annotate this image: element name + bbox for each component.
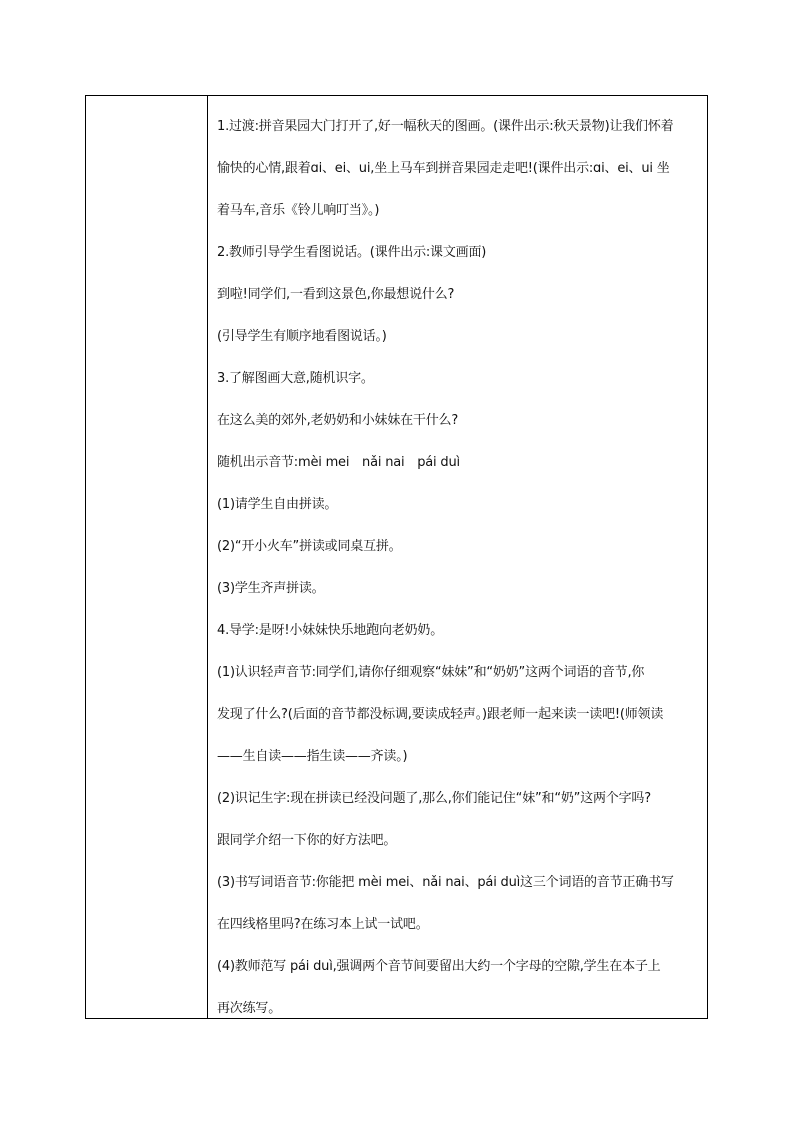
text-line: (2)识记生字:现在拼读已经没问题了,那么,你们能记住“妹”和“奶”这两个字吗? — [217, 791, 651, 806]
text-line: 愉快的心情,跟着ɑi、ei、ui,坐上马车到拼音果园走走吧!(课件出示:ɑi、ei、ui 坐 — [217, 161, 670, 176]
table-left-cell — [86, 96, 208, 1018]
text-line: 2.教师引导学生看图说话。(课件出示:课文画面) — [217, 245, 487, 260]
text-line: (1)认识轻声音节:同学们,请你仔细观察“妹妹”和“奶奶”这两个词语的音节,你 — [217, 665, 645, 680]
text-line: 4.导学:是呀!小妹妹快乐地跑向老奶奶。 — [217, 623, 443, 638]
lesson-table — [85, 95, 708, 1019]
text-line: (2)“开小火车”拼读或同桌互拼。 — [217, 539, 402, 554]
text-line: 在这么美的郊外,老奶奶和小妹妹在干什么? — [217, 413, 459, 428]
text-line: 1.过渡:拼音果园大门打开了,好一幅秋天的图画。(课件出示:秋天景物)让我们怀着 — [217, 119, 674, 134]
text-line: 3.了解图画大意,随机识字。 — [217, 371, 374, 386]
text-line: 发现了什么?(后面的音节都没标调,要读成轻声。)跟老师一起来读一读吧!(师领读 — [217, 707, 664, 722]
text-line: 再次练写。 — [217, 1001, 282, 1016]
text-line: (3)书写词语音节:你能把 mèi mei、nǎi nai、pái duì这三个词语的音节正确书写 — [217, 875, 674, 890]
text-line: (3)学生齐声拼读。 — [217, 581, 325, 596]
table-content-cell — [208, 96, 707, 1018]
text-line: (1)请学生自由拼读。 — [217, 497, 338, 512]
text-line: 在四线格里吗?在练习本上试一试吧。 — [217, 917, 429, 932]
text-line: (4)教师范写 pái duì,强调两个音节间要留出大约一个字母的空隙,学生在本子上 — [217, 959, 661, 974]
text-line: 跟同学介绍一下你的好方法吧。 — [217, 833, 397, 848]
text-line: (引导学生有顺序地看图说话。) — [217, 329, 387, 344]
text-line: 到啦!同学们,一看到这景色,你最想说什么? — [217, 287, 455, 302]
text-line: 着马车,音乐《铃儿响叮当》。) — [217, 203, 380, 218]
text-line: 随机出示音节:mèi mei nǎi nai pái duì — [217, 455, 460, 470]
text-line: ——生自读——指生读——齐读。) — [217, 749, 408, 764]
